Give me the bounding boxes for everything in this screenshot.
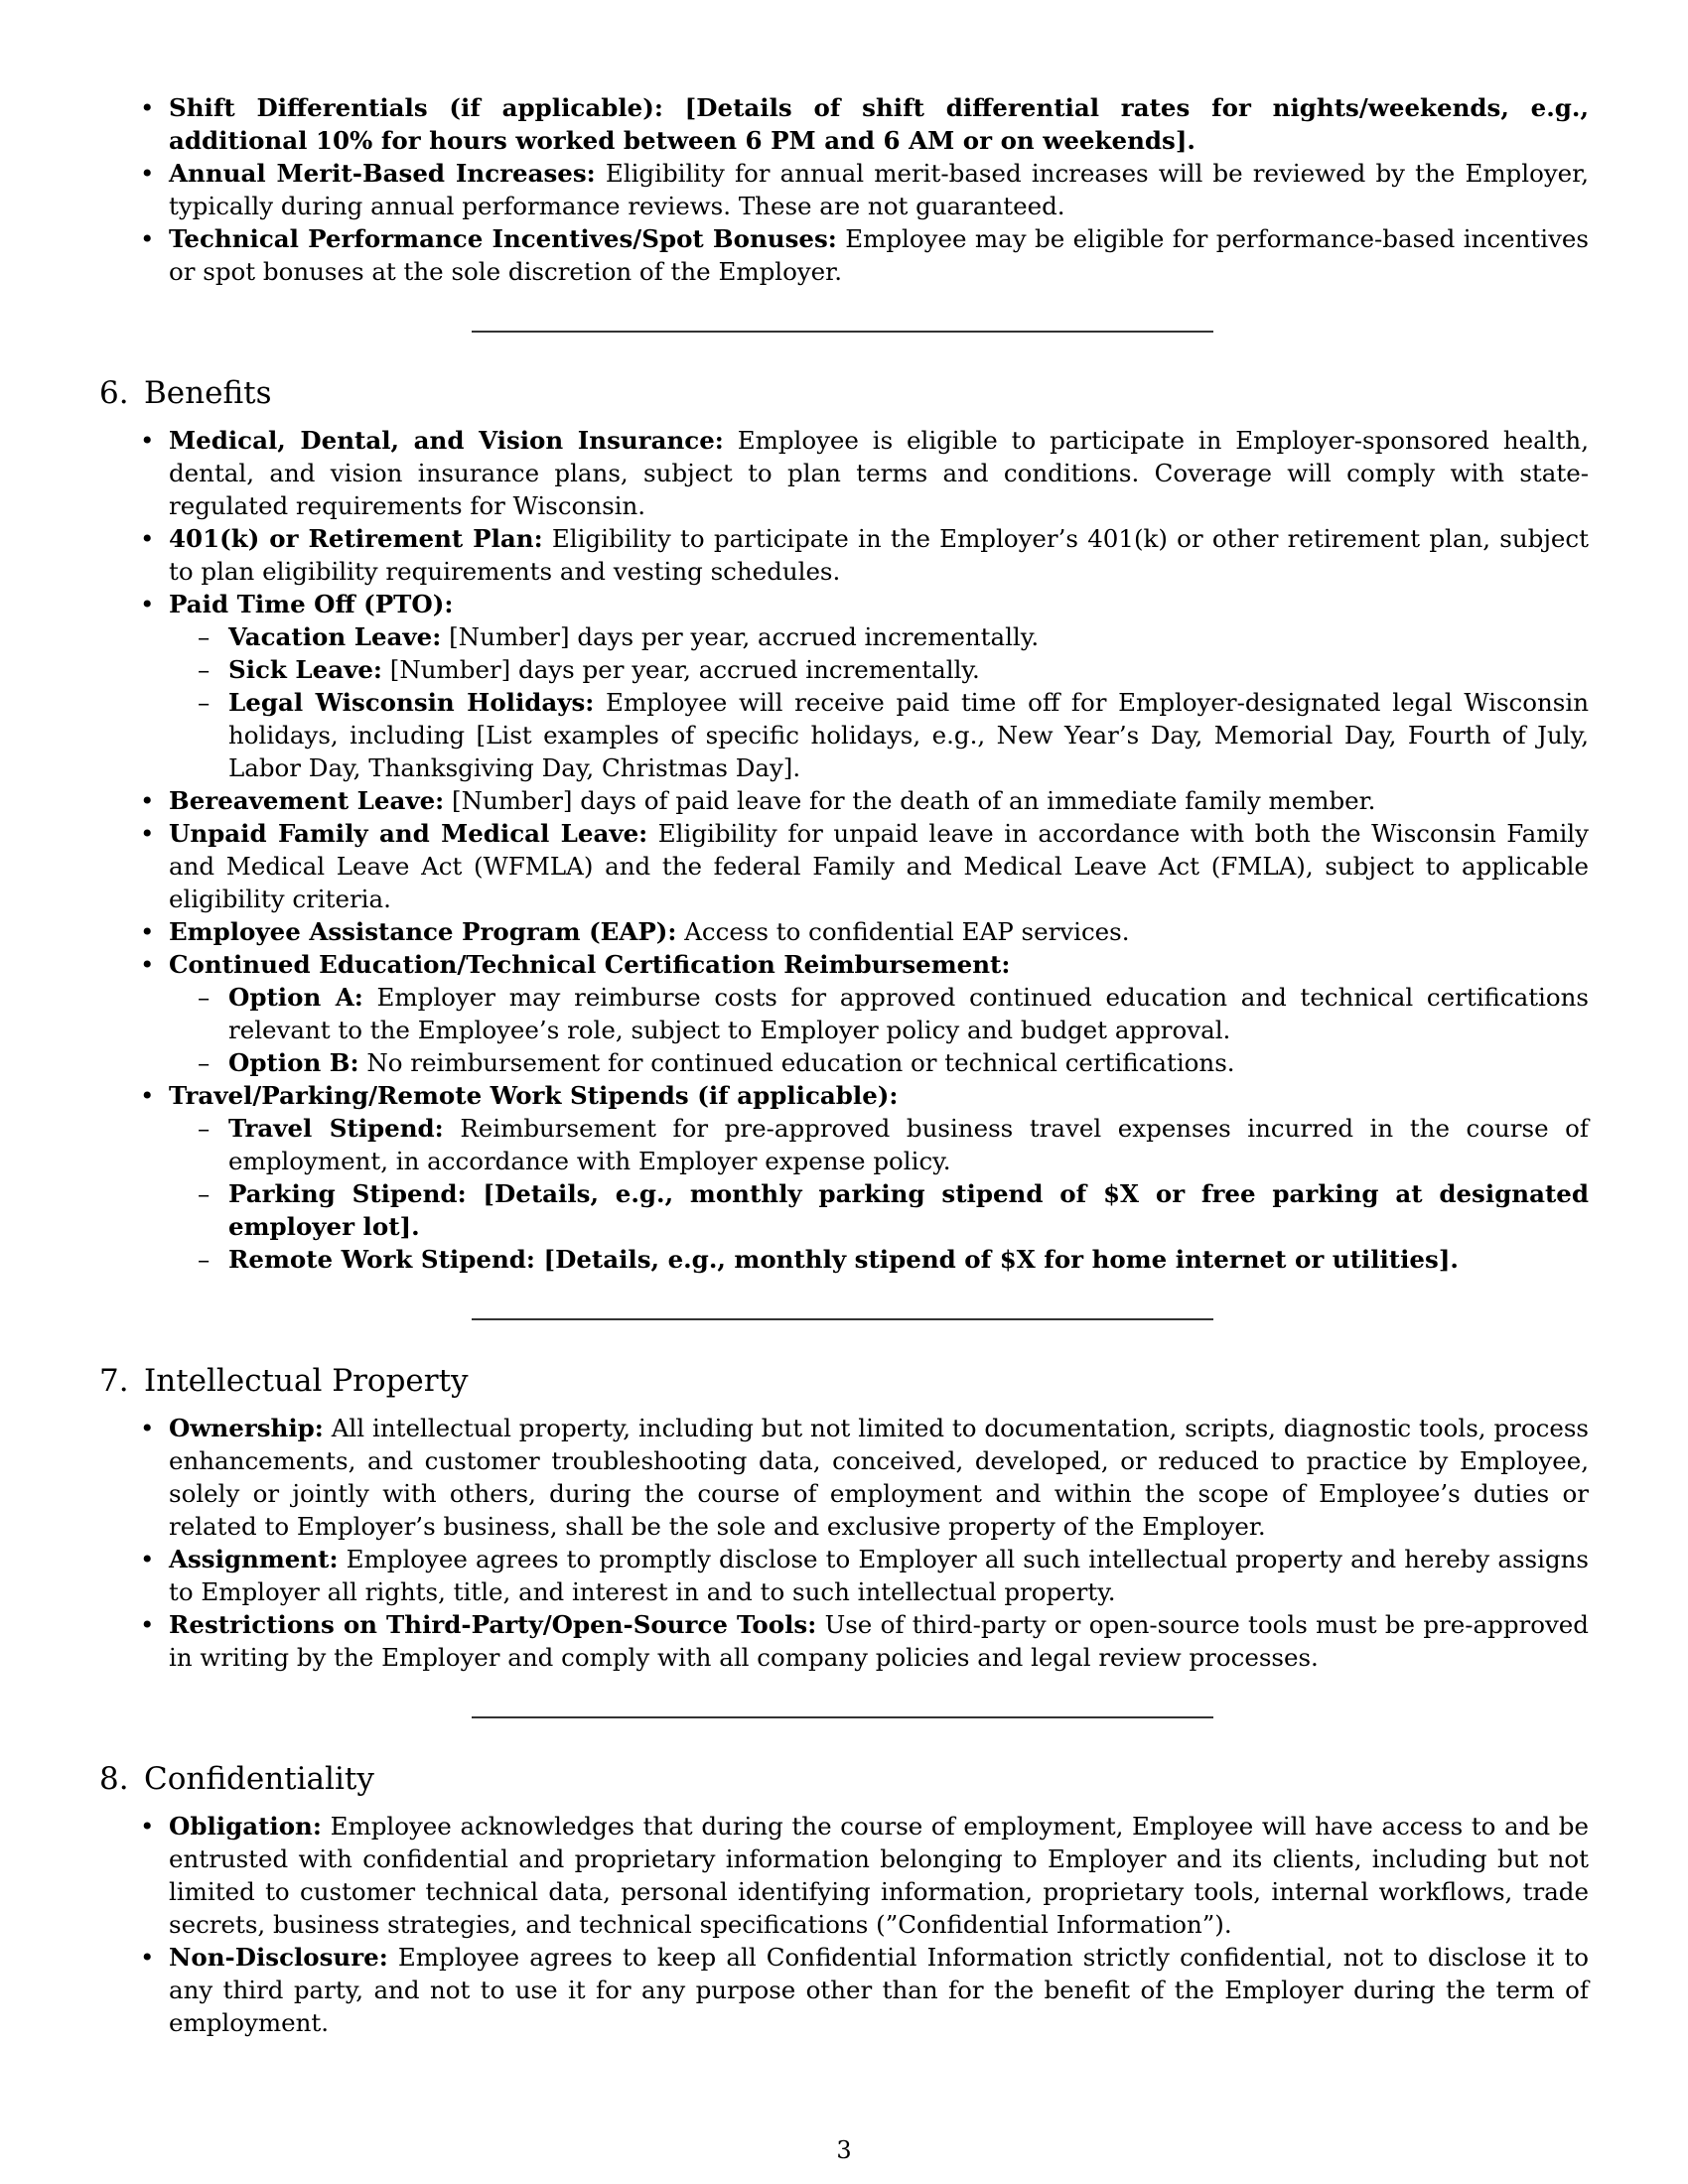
item-label: Bereavement Leave: (169, 786, 445, 815)
item-text: Employee acknowledges that during the course of employment, Employee will have access to and be entrusted with confidential and proprietary information belonging to Employer and its clients, including but not limited to customer technical data, personal identifying information, proprietary tools, internal workflows, trade secrets, business strategies, and technical specifications (”Confidential Information”). (169, 1812, 1589, 1939)
sublist-item (169, 653, 1589, 686)
item-label: Legal Wisconsin Holidays: (228, 688, 595, 717)
confidentiality-list (99, 1810, 1589, 2039)
item-text: Employee is eligible to participate in Employer-sponsored health, dental, and vision insurance plans, subject to plan terms and conditions. Coverage will comply with state-regulated requirements for Wisconsin. (169, 426, 1589, 520)
sublist-item (169, 686, 1589, 784)
sublist-item (169, 1243, 1589, 1276)
sublist-item (169, 1046, 1589, 1079)
item-label: Travel/Parking/Remote Work Stipends (if applicable): (169, 1081, 899, 1110)
section-heading-intellectual-property: 7. Intellectual Property (99, 1363, 469, 1399)
list-item (99, 817, 1589, 915)
list-item (99, 1412, 1589, 1543)
list-item (99, 1079, 1589, 1276)
education-sublist (169, 981, 1589, 1079)
item-text: No reimbursement for continued education or technical certifications. (358, 1048, 1235, 1077)
item-text: Eligibility to participate in the Employer’s 401(k) or other retirement plan, subject to plan eligibility requirements and vesting schedules. (169, 524, 1589, 586)
list-item (99, 91, 1589, 157)
item-label: Vacation Leave: (228, 622, 442, 651)
document-page (99, 91, 1589, 2039)
list-item (99, 222, 1589, 288)
list-item (99, 784, 1589, 817)
section-divider (472, 331, 1213, 333)
item-text: [Details, e.g., monthly parking stipend of $X or free parking at designated employer lot]. (228, 1179, 1589, 1241)
item-text: [Details, e.g., monthly stipend of $X for home internet or utilities]. (534, 1245, 1459, 1274)
item-text: All intellectual property, including but not limited to documentation, scripts, diagnostic tools, process enhancements, and customer troubleshooting data, conceived, developed, or reduced to practice by Employee, solely or jointly with others, during the course of employment and within the scope of Employee’s duties or related to Employer’s business, shall be the sole and exclusive property of the Employer. (169, 1414, 1589, 1541)
item-label: Assignment: (169, 1545, 339, 1573)
list-item (99, 157, 1589, 222)
list-item (99, 424, 1589, 522)
item-text: [Details of shift differential rates for nights/weekends, e.g., additional 10% for hours worked between 6 PM and 6 AM or on weekends]. (169, 93, 1589, 155)
section-divider (472, 1318, 1213, 1320)
item-text: Eligibility for unpaid leave in accordance with both the Wisconsin Family and Medical Leave Act (WFMLA) and the federal Family and Medical Leave Act (FMLA), subject to applicable eligibility criteria. (169, 819, 1589, 913)
item-label: 401(k) or Retirement Plan: (169, 524, 543, 553)
sublist-item (169, 981, 1589, 1046)
sublist-item (169, 1177, 1589, 1243)
page-number: 3 (836, 2136, 852, 2164)
item-text: Employee may be eligible for performance-based incentives or spot bonuses at the sole discretion of the Employer. (169, 224, 1589, 286)
item-label: Sick Leave: (228, 655, 382, 684)
item-label: Parking Stipend: (228, 1179, 467, 1208)
item-label: Medical, Dental, and Vision Insurance: (169, 426, 724, 455)
item-text: Employee will receive paid time off for Employer-designated legal Wisconsin holidays, including [List examples of specific holidays, e.g., New Year’s Day, Memorial Day, Fourth of July, Labor Day, Thanksgiving Day, Christmas Day]. (228, 688, 1589, 782)
item-label: Restrictions on Third-Party/Open-Source Tools: (169, 1610, 817, 1639)
sublist-item (169, 620, 1589, 653)
item-text: Employee agrees to promptly disclose to Employer all such intellectual property and hereby assigns to Employer all rights, title, and interest in and to such intellectual property. (169, 1545, 1589, 1606)
item-label: Non-Disclosure: (169, 1943, 388, 1972)
item-text: [Number] days per year, accrued incrementally. (441, 622, 1040, 651)
item-label: Obligation: (169, 1812, 322, 1841)
list-item (99, 948, 1589, 1079)
list-item (99, 588, 1589, 784)
item-text: Use of third-party or open-source tools must be pre-approved in writing by the Employer and comply with all company policies and legal review processes. (169, 1610, 1589, 1672)
item-label: Unpaid Family and Medical Leave: (169, 819, 648, 848)
list-item (99, 522, 1589, 588)
item-label: Travel Stipend: (228, 1114, 444, 1143)
item-label: Shift Differentials (if applicable): (169, 93, 663, 122)
item-text: [Number] days of paid leave for the death of an immediate family member. (444, 786, 1376, 815)
item-label: Paid Time Off (PTO): (169, 590, 454, 618)
item-label: Continued Education/Technical Certification Reimbursement: (169, 950, 1011, 979)
item-label: Option A: (228, 983, 363, 1012)
sublist-item (169, 1112, 1589, 1177)
item-label: Technical Performance Incentives/Spot Bonuses: (169, 224, 837, 253)
item-label: Remote Work Stipend: (228, 1245, 535, 1274)
item-label: Option B: (228, 1048, 359, 1077)
benefits-list (99, 424, 1589, 1276)
item-text: [Number] days per year, accrued incrementally. (381, 655, 980, 684)
list-item (99, 1608, 1589, 1674)
item-text: Eligibility for annual merit-based increases will be reviewed by the Employer, typically during annual performance reviews. These are not guaranteed. (169, 159, 1589, 220)
section-heading-benefits: 6. Benefits (99, 375, 272, 411)
section-divider (472, 1716, 1213, 1718)
list-item (99, 1810, 1589, 1941)
ip-list (99, 1412, 1589, 1674)
compensation-list (99, 91, 1589, 288)
list-item (99, 1543, 1589, 1608)
stipends-sublist (169, 1112, 1589, 1276)
section-heading-confidentiality: 8. Confidentiality (99, 1761, 374, 1797)
item-label: Employee Assistance Program (EAP): (169, 917, 677, 946)
list-item (99, 915, 1589, 948)
item-text: Reimbursement for pre-approved business travel expenses incurred in the course of employment, in accordance with Employer expense policy. (228, 1114, 1589, 1175)
item-label: Ownership: (169, 1414, 324, 1442)
item-text: Access to confidential EAP services. (676, 917, 1130, 946)
item-text: Employer may reimburse costs for approved continued education and technical certifications relevant to the Employee’s role, subject to Employer policy and budget approval. (228, 983, 1589, 1044)
item-label: Annual Merit-Based Increases: (169, 159, 596, 188)
item-text: Employee agrees to keep all Confidential Information strictly confidential, not to disclose it to any third party, and not to use it for any purpose other than for the benefit of the Employer during the term of employment. (169, 1943, 1589, 2037)
pto-sublist (169, 620, 1589, 784)
list-item (99, 1941, 1589, 2039)
